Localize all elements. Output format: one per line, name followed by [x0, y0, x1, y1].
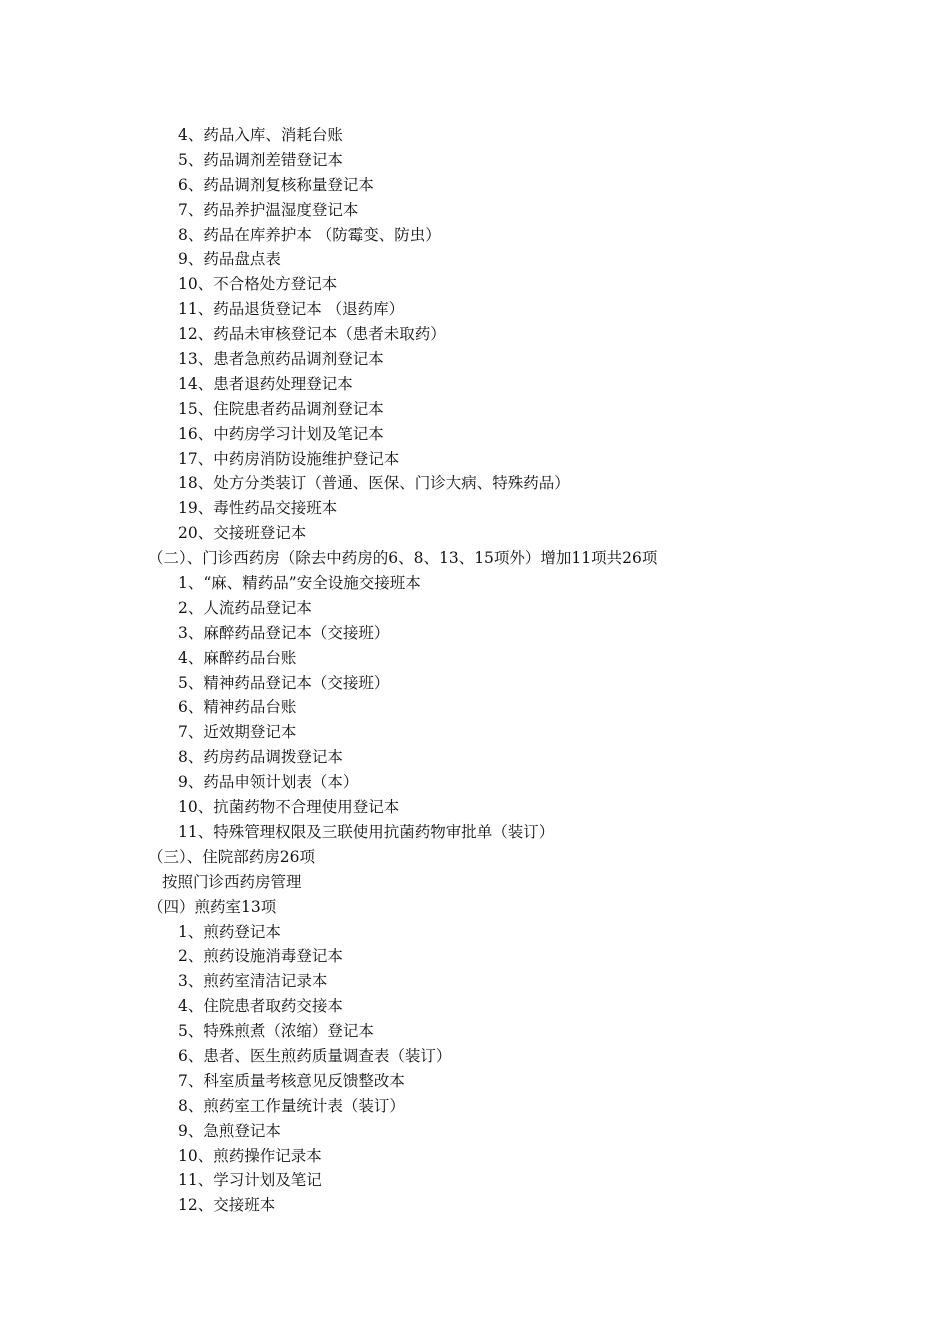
list-item: 4、麻醉药品台账	[178, 648, 297, 667]
list-item: 2、煎药设施消毒登记本	[178, 947, 343, 966]
list-item: 14、患者退药处理登记本	[178, 374, 353, 393]
list-item: 7、药品养护温湿度登记本	[178, 200, 359, 219]
list-item: 7、科室质量考核意见反馈整改本	[178, 1071, 405, 1090]
list-item: 7、近效期登记本	[178, 723, 297, 742]
decoction-room-record-list	[0, 920, 950, 1219]
list-item: 13、患者急煎药品调剂登记本	[178, 350, 384, 369]
pharmacy-record-list-continued	[0, 123, 950, 546]
list-item: 10、不合格处方登记本	[178, 275, 338, 294]
list-item: 12、交接班本	[178, 1196, 276, 1215]
list-item: 20、交接班登记本	[178, 524, 307, 543]
list-item: 6、患者、医生煎药质量调查表（装订）	[178, 1046, 452, 1065]
list-item: 2、人流药品登记本	[178, 598, 312, 617]
list-item: 8、煎药室工作量统计表（装订）	[178, 1096, 405, 1115]
list-item: 4、药品入库、消耗台账	[178, 126, 343, 144]
list-item: 3、麻醉药品登记本（交接班）	[178, 623, 390, 642]
list-item: 9、药品盘点表	[178, 250, 281, 269]
list-item: 6、药品调剂复核称量登记本	[178, 175, 374, 194]
list-item: 11、药品退货登记本 （退药库）	[178, 300, 405, 319]
list-item: 6、精神药品台账	[178, 698, 297, 717]
list-item: 17、中药房消防设施维护登记本	[178, 449, 400, 468]
document-page	[0, 123, 950, 1218]
list-item: 10、抗菌药物不合理使用登记本	[178, 798, 400, 817]
list-item: 18、处方分类装订（普通、医保、门诊大病、特殊药品）	[178, 474, 570, 493]
list-item: 5、药品调剂差错登记本	[178, 150, 343, 169]
list-item: 11、学习计划及笔记	[178, 1171, 322, 1190]
list-item: 3、煎药室清洁记录本	[178, 972, 328, 991]
list-item: 19、毒性药品交接班本	[178, 499, 338, 518]
list-item: 11、特殊管理权限及三联使用抗菌药物审批单（装订）	[178, 822, 555, 841]
list-item: 8、药品在库养护本 （防霉变、防虫）	[178, 225, 441, 244]
list-item: 5、特殊煎煮（浓缩）登记本	[178, 1022, 374, 1041]
list-item: 16、中药房学习计划及笔记本	[178, 424, 384, 443]
list-item: 4、住院患者取药交接本	[178, 997, 343, 1016]
inpatient-pharmacy-note: 按照门诊西药房管理	[162, 872, 302, 891]
list-item: 8、药房药品调拨登记本	[178, 748, 343, 767]
list-item: 1、“麻、精药品”安全设施交接班本	[178, 574, 421, 593]
list-item: 9、急煎登记本	[178, 1121, 281, 1140]
list-item: 15、住院患者药品调剂登记本	[178, 399, 384, 418]
list-item: 5、精神药品登记本（交接班）	[178, 673, 390, 692]
list-item: 9、药品申领计划表（本）	[178, 773, 359, 792]
section-heading-inpatient-pharmacy: （三）、住院部药房26项	[148, 847, 315, 866]
section-heading-outpatient-western-pharmacy: （二）、门诊西药房（除去中药房的6、8、13、15项外）增加11项共26项	[148, 549, 658, 568]
list-item: 12、药品未审核登记本（患者未取药）	[178, 325, 446, 344]
list-item: 10、煎药操作记录本	[178, 1146, 322, 1165]
section-heading-decoction-room: （四）煎药室13项	[148, 897, 277, 916]
outpatient-western-pharmacy-record-list	[0, 571, 950, 845]
list-item: 1、煎药登记本	[178, 922, 281, 941]
